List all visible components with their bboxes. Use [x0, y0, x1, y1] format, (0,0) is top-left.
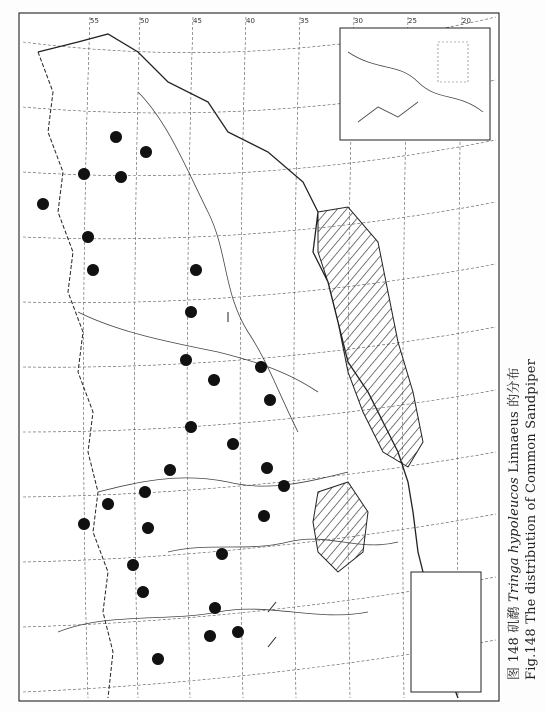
distribution-map [18, 12, 500, 702]
legend [411, 572, 481, 692]
lat-tick-40: 40 [246, 17, 255, 25]
map-svg [18, 12, 500, 702]
lat-tick-45: 45 [193, 17, 202, 25]
inset-map [340, 28, 490, 140]
caption-en [523, 40, 540, 680]
caption-cn [506, 40, 523, 680]
caption-cn-suffix: 的分布 [507, 367, 522, 407]
caption-cn-author: Linnaeus [507, 411, 522, 473]
caption-cn-prefix: 图 148 矶鹬 [507, 606, 522, 680]
caption-area [506, 40, 542, 700]
lat-tick-35: 35 [300, 17, 309, 25]
lat-tick-55: 55 [90, 17, 99, 25]
lat-tick-20: 20 [462, 17, 471, 25]
caption-en-text: The distribution of Common Sandpiper [524, 358, 539, 624]
lat-tick-25: 25 [408, 17, 417, 25]
lat-tick-50: 50 [140, 17, 149, 25]
caption-cn-latin: Tringa hypoleucos [507, 477, 522, 602]
caption-en-label: Fig.148 [524, 628, 539, 680]
lat-tick-30: 30 [354, 17, 363, 25]
